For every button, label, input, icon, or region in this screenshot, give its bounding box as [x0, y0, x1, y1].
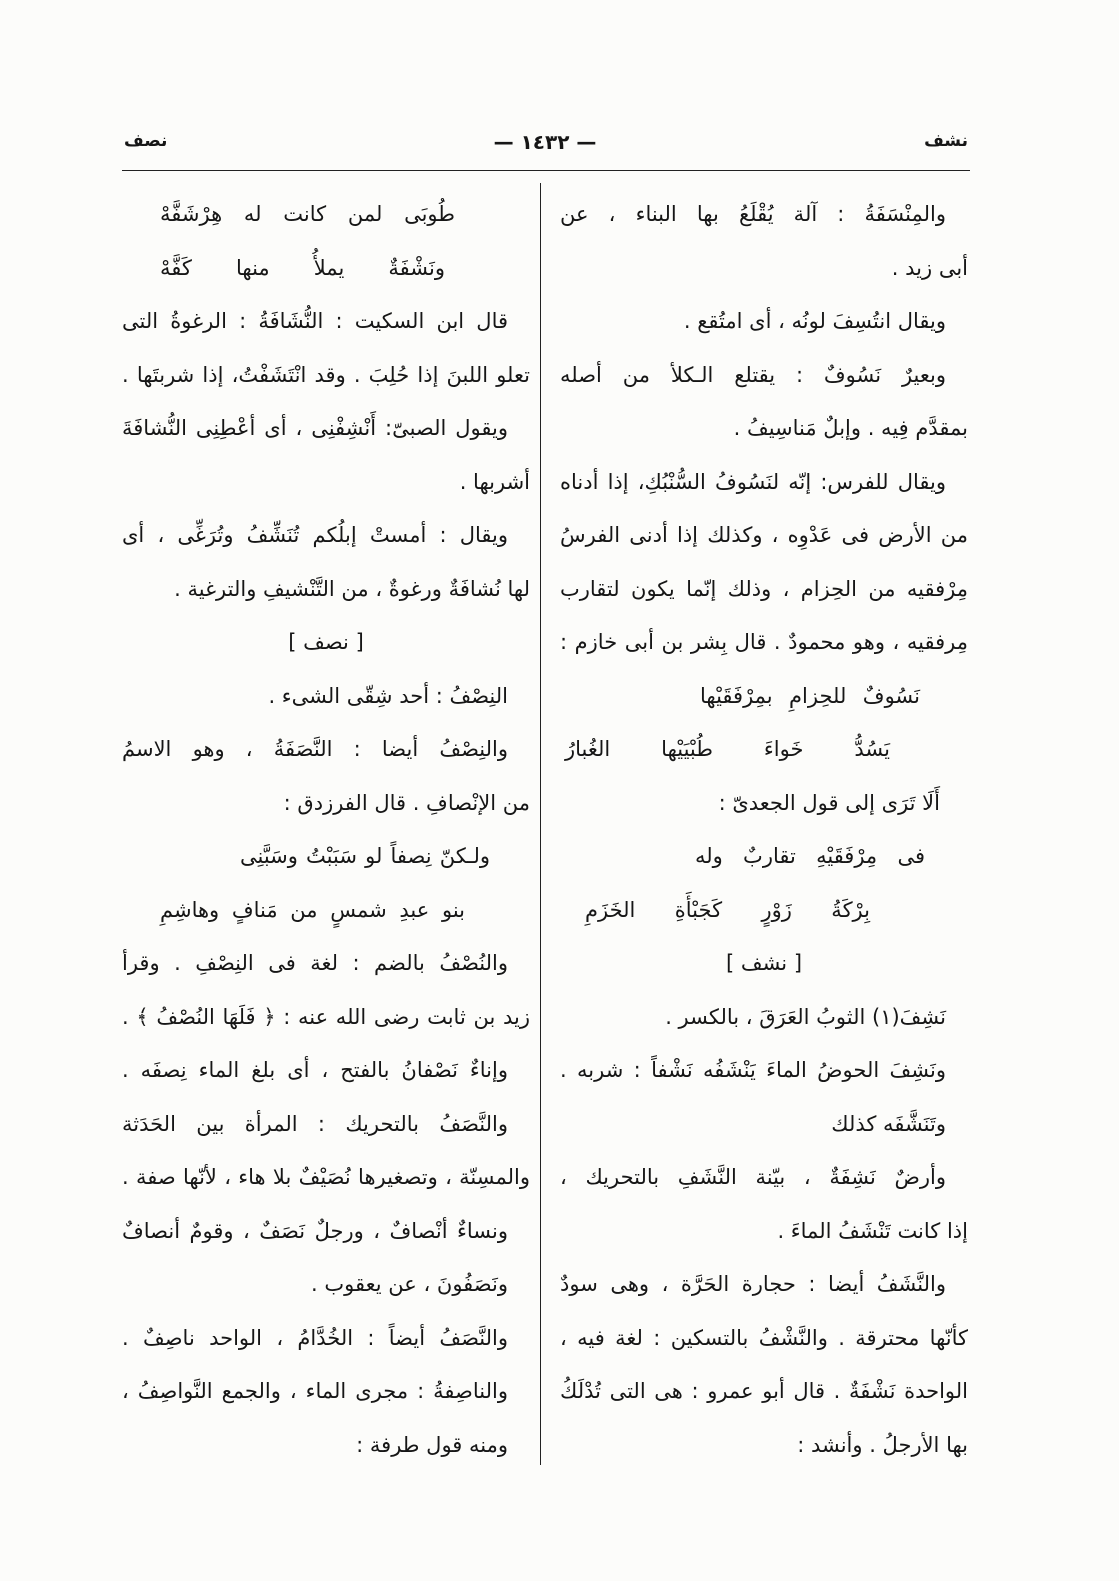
page-number: — ١٤٣٢ — — [493, 130, 597, 154]
verse-line: ولـكنّ نِصفاً لو سَبَبْتُ وسَبَّنِى — [240, 844, 490, 868]
text-line: والمسِنّة ، وتصغيرها نُصَيْفٌ بلا هاء ، لأنّها صفة . — [122, 1165, 530, 1189]
text-line: ويقال انتُسِفَ لونُه ، أى امتُقع . — [683, 309, 946, 333]
column-divider — [540, 183, 541, 1465]
text-line: والنُصْفُ بالضم : لغة فى النِصْفِ . وقرأ — [122, 951, 508, 975]
text-line: ومنه قول طرفة : — [356, 1432, 508, 1457]
text-line: مِرفقيه ، وهو محمودٌ . قال بِشر بن أبى خازم : — [560, 630, 968, 654]
header-rule — [122, 170, 970, 171]
entry-heading: [ نصف ] — [288, 630, 364, 654]
text-line: أشربها . — [459, 469, 530, 494]
text-line: من الإنْصافِ . قال الفرزدق : — [283, 790, 530, 815]
text-line: قال ابن السكيت : النُّشَافَةُ : الرغوةُ التى — [122, 309, 508, 333]
text-line: والنِصْفُ أيضا : النَّصَفَةُ ، وهو الاسمُ — [122, 737, 508, 761]
text-line: بمقدَّم فِيه . وإبلٌ مَناسِيفُ . — [733, 416, 968, 440]
verse-line: نَسُوفٌ للحِزامِ بمِرْفَقَيْها — [700, 683, 920, 708]
text-line: نَشِفَ(١) الثوبُ العَرَقَ ، بالكسر . — [665, 1004, 946, 1029]
text-line: ونساءٌ أنْصافٌ ، ورجلٌ نَصَفٌ ، وقومٌ أنصافٌ — [122, 1218, 508, 1243]
text-line: والنَّصَفُ بالتحريك : المرأة بين الحَدَثة — [122, 1111, 508, 1136]
text-line: وتَنَشَّفَه كذلك — [831, 1111, 946, 1136]
text-line: والنَّشَفُ أيضا : حجارة الحَرَّة ، وهى سودٌ — [560, 1272, 946, 1296]
text-line: ويقول الصبىّ: أَنْشِفْنِى ، أى أعْطِنِى النُّشافَةَ — [122, 416, 508, 440]
text-line: والمِنْسَفَةُ : آلة يُقْلَعُ بها البناء ، عن — [560, 202, 946, 226]
text-line: أبى زيد . — [891, 255, 968, 280]
verse-line: يَسُدُّ خَواءَ طُبْيَيْها الغُبارُ — [565, 737, 890, 761]
text-line: وأرضٌ نَشِفَةٌ ، بيّنة النَّشَفِ بالتحريك ، — [560, 1165, 946, 1189]
text-line: لها نُشافَةٌ ورغوةٌ ، من التَّنْشيفِ والترغية . — [174, 576, 530, 601]
verse-line: طُوبَى لمن كانت له هِرْشَفَّهْ — [160, 202, 455, 226]
text-line: بها الأرجلُ . وأنشد : — [797, 1432, 968, 1457]
verse-line: بِرْكَةُ زَوْرٍ كَجَبْأَةِ الخَزَمِ — [585, 897, 870, 922]
text-line: وبعيرٌ نَسُوفٌ : يقتلع الـكلأ من أصله — [560, 362, 946, 387]
text-line: الواحدة نَشْفَةٌ . قال أبو عمرو : هى التى تُدْلَكُ — [560, 1379, 968, 1403]
entry-heading: [ نشف ] — [725, 951, 803, 975]
text-line: إذا كانت تَنْشَفُ الماءَ . — [777, 1218, 968, 1243]
text-line: كأنّها محترقة . والنَّشْفُ بالتسكين : لغة فيه ، — [560, 1325, 968, 1350]
text-line: ونَشِفَ الحوضُ الماءَ يَنْشَفُه نَشْفاً : شربه . — [560, 1058, 946, 1082]
text-line: والناصِفةُ : مجرى الماء ، والجمع النَّواصِفُ ، — [122, 1379, 508, 1403]
verse-line: بنو عبدِ شمسٍ من مَنافٍ وهاشِمِ — [160, 897, 465, 922]
text-line: ونَصَفُونَ ، عن يعقوب . — [311, 1272, 508, 1296]
running-head-left: نصف — [124, 131, 168, 151]
right-column — [560, 188, 968, 1472]
text-line: مِرْفقيه من الحِزام ، وذلك إنّما يكون لتقارب — [560, 576, 968, 601]
running-head-right: نشف — [924, 131, 968, 151]
text-line: والنَّصَفُ أيضاً : الخُدَّامُ ، الواحد ناصِفٌ . — [122, 1325, 508, 1350]
text-line: أَلَا تَرَى إلى قول الجعدىّ : — [718, 790, 940, 815]
text-line: ويقال : أمستْ إبلُكم تُنَشِّفُ وتُرَغِّى ، أى — [122, 523, 508, 547]
text-line: زيد بن ثابت رضى الله عنه : ﴿ فَلَهَا النُصْفُ ﴾ . — [122, 1004, 530, 1029]
left-column — [122, 188, 530, 1472]
text-line: النِصْفُ : أحد شِقّى الشىء . — [268, 683, 508, 708]
text-line: تعلو اللبنَ إذا حُلِبَ . وقد انْتَشَفْتُ، إذا شربتَها . — [122, 362, 530, 387]
text-line: وإناءٌ نَصْفانُ بالفتح ، أى بلغ الماء نِصفَه . — [122, 1058, 508, 1082]
text-line: ويقال للفرس: إنّه لنَسُوفُ السُّنْبُكِ، إذا أدناه — [560, 469, 946, 494]
verse-line: ونَشْفَةٌ يملأُ منها كَفَّهْ — [160, 255, 445, 280]
text-line: من الأرض فى عَدْوِه ، وكذلك إذا أدنى الفرسُ — [560, 523, 968, 547]
verse-line: فى مِرْفَقَيْهِ تقاربٌ وله — [695, 844, 925, 868]
